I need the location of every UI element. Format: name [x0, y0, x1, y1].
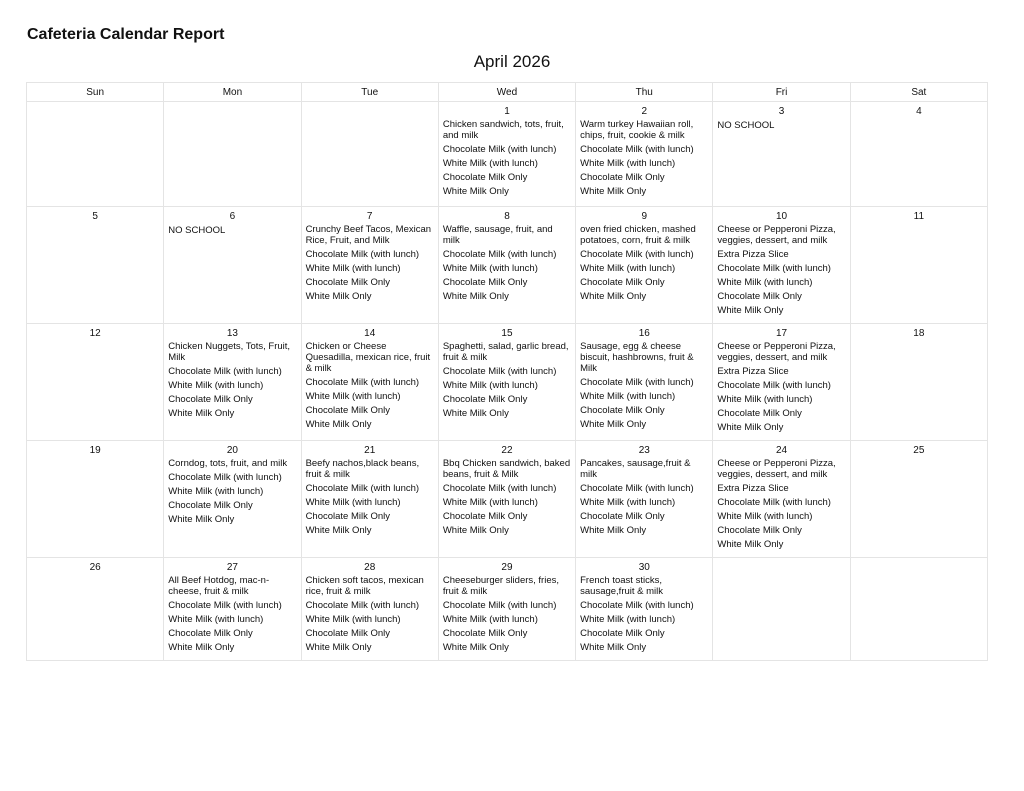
meal-description: Bbq Chicken sandwich, baked beans, fruit & Milk — [442, 458, 571, 480]
weekday-header: Tue — [301, 83, 438, 102]
calendar-day-cell — [301, 102, 438, 207]
menu-entry: White Milk Only — [580, 291, 647, 302]
menu-entry: Chocolate Milk (with lunch) — [580, 600, 694, 611]
meal-description: Chicken or Cheese Quesadilla, mexican rice, fruit & milk — [305, 341, 431, 374]
day-number: 12 — [89, 328, 101, 339]
menu-entry: Chocolate Milk Only — [305, 628, 391, 639]
day-number: 22 — [501, 445, 513, 456]
calendar-day-cell — [301, 558, 438, 661]
calendar-week-row — [27, 324, 988, 441]
menu-entry: Chocolate Milk (with lunch) — [168, 472, 282, 483]
menu-entry: White Milk Only — [717, 422, 784, 433]
menu-entry: White Milk (with lunch) — [305, 614, 401, 625]
day-number: 18 — [913, 328, 925, 339]
menu-entry: White Milk (with lunch) — [580, 497, 676, 508]
day-number: 24 — [775, 445, 788, 456]
day-number: 26 — [89, 562, 101, 573]
calendar-day-cell — [713, 102, 850, 207]
menu-entry: White Milk Only — [442, 525, 509, 536]
menu-entry: Extra Pizza Slice — [717, 483, 789, 494]
meal-description: Cheese or Pepperoni Pizza, veggies, dessert, and milk — [717, 458, 836, 480]
calendar-day-cell — [713, 207, 850, 324]
menu-entry: Chocolate Milk Only — [442, 172, 528, 183]
day-number: 8 — [504, 211, 510, 222]
menu-entry: White Milk Only — [717, 305, 784, 316]
menu-entry: White Milk Only — [168, 514, 235, 525]
menu-entry: White Milk (with lunch) — [168, 486, 264, 497]
meal-description: All Beef Hotdog, mac-n-cheese, fruit & milk — [168, 575, 270, 597]
calendar-day-cell — [438, 441, 575, 558]
menu-entry: White Milk Only — [305, 642, 372, 653]
menu-entry: White Milk (with lunch) — [580, 263, 676, 274]
meal-description: Spaghetti, salad, garlic bread, fruit & milk — [442, 341, 569, 363]
day-number: 2 — [641, 106, 648, 117]
day-number: 3 — [778, 106, 785, 117]
calendar-day-cell — [438, 324, 575, 441]
day-number: 13 — [226, 328, 238, 339]
calendar-grid — [26, 82, 988, 661]
menu-entry: White Milk (with lunch) — [580, 158, 676, 169]
day-number: 17 — [775, 328, 788, 339]
weekday-header: Thu — [576, 83, 713, 102]
menu-entry: Chocolate Milk Only — [580, 511, 665, 522]
menu-entry: Chocolate Milk (with lunch) — [580, 144, 694, 155]
month-title: April 2026 — [473, 52, 551, 71]
menu-entry: White Milk Only — [580, 419, 647, 430]
day-number: 28 — [364, 562, 376, 573]
weekday-header: Wed — [438, 83, 575, 102]
calendar-day-cell — [850, 207, 987, 324]
menu-entry: Chocolate Milk (with lunch) — [305, 377, 420, 388]
day-number: 6 — [229, 211, 236, 222]
calendar-day-cell — [27, 441, 164, 558]
menu-entry: Extra Pizza Slice — [717, 366, 789, 377]
calendar-day-cell — [850, 102, 987, 207]
menu-entry: White Milk (with lunch) — [580, 391, 676, 402]
menu-entry: White Milk Only — [580, 642, 647, 653]
calendar-day-cell — [164, 558, 301, 661]
calendar-day-cell — [301, 207, 438, 324]
menu-entry: Chocolate Milk (with lunch) — [442, 144, 557, 155]
meal-description: Chicken sandwich, tots, fruit, and milk — [442, 119, 564, 141]
menu-entry: White Milk Only — [168, 642, 235, 653]
calendar-day-cell — [576, 558, 713, 661]
meal-description: French toast sticks, sausage,fruit & milk — [580, 575, 664, 597]
menu-entry: NO SCHOOL — [168, 225, 226, 236]
calendar-day-cell — [27, 558, 164, 661]
menu-entry: White Milk Only — [442, 291, 509, 302]
menu-entry: Chocolate Milk Only — [442, 394, 528, 405]
menu-entry: White Milk Only — [305, 291, 372, 302]
menu-entry: White Milk (with lunch) — [305, 263, 401, 274]
menu-entry: Chocolate Milk Only — [168, 394, 253, 405]
day-number: 9 — [641, 211, 648, 222]
meal-description: Cheese or Pepperoni Pizza, veggies, dessert, and milk — [717, 224, 836, 246]
weekday-header: Fri — [713, 83, 850, 102]
menu-entry: White Milk (with lunch) — [442, 158, 538, 169]
menu-entry: Extra Pizza Slice — [717, 249, 789, 260]
day-number: 29 — [501, 562, 513, 573]
menu-entry: White Milk Only — [442, 408, 509, 419]
day-number: 19 — [89, 445, 101, 456]
day-number: 4 — [916, 106, 922, 117]
weekday-header-row — [27, 83, 988, 102]
calendar-day-cell — [438, 207, 575, 324]
calendar-day-cell — [713, 558, 850, 661]
meal-description: Beefy nachos,black beans, fruit & milk — [305, 458, 420, 480]
calendar-week-row — [27, 102, 988, 207]
calendar-day-cell — [164, 324, 301, 441]
menu-entry: Chocolate Milk Only — [305, 511, 391, 522]
calendar-day-cell — [27, 207, 164, 324]
menu-entry: White Milk (with lunch) — [305, 391, 401, 402]
weekday-header: Sun — [27, 83, 164, 102]
menu-entry: Chocolate Milk (with lunch) — [442, 249, 557, 260]
menu-entry: Chocolate Milk Only — [580, 628, 665, 639]
menu-entry: White Milk (with lunch) — [442, 614, 538, 625]
menu-entry: Chocolate Milk (with lunch) — [442, 366, 557, 377]
day-number: 14 — [364, 328, 376, 339]
menu-entry: Chocolate Milk (with lunch) — [580, 483, 694, 494]
weekday-header: Mon — [164, 83, 301, 102]
menu-entry: White Milk (with lunch) — [442, 497, 538, 508]
menu-entry: White Milk Only — [580, 186, 647, 197]
menu-entry: Chocolate Milk Only — [717, 525, 802, 536]
menu-entry: White Milk (with lunch) — [717, 394, 813, 405]
day-number: 1 — [504, 106, 510, 117]
day-number: 7 — [366, 211, 373, 222]
menu-entry: White Milk (with lunch) — [168, 614, 264, 625]
meal-description: Warm turkey Hawaiian roll, chips, fruit, cookie & milk — [580, 119, 694, 141]
day-number: 27 — [226, 562, 238, 573]
menu-entry: White Milk (with lunch) — [305, 497, 401, 508]
menu-entry: Chocolate Milk (with lunch) — [168, 600, 282, 611]
calendar-day-cell — [27, 102, 164, 207]
meal-description: Corndog, tots, fruit, and milk — [168, 458, 288, 469]
day-number: 25 — [913, 445, 925, 456]
meal-description: Chicken soft tacos, mexican rice, fruit & milk — [305, 575, 424, 597]
calendar-week-row — [27, 207, 988, 324]
menu-entry: Chocolate Milk Only — [168, 628, 253, 639]
calendar-day-cell — [164, 441, 301, 558]
menu-entry: Chocolate Milk Only — [442, 628, 528, 639]
menu-entry: Chocolate Milk Only — [717, 408, 802, 419]
day-number: 16 — [638, 328, 650, 339]
meal-description: Sausage, egg & cheese biscuit, hashbrowns, fruit & Milk — [580, 341, 694, 374]
meal-description: Pancakes, sausage,fruit & milk — [580, 458, 691, 480]
calendar-day-cell — [576, 207, 713, 324]
calendar-day-cell — [576, 102, 713, 207]
menu-entry: White Milk Only — [305, 419, 372, 430]
menu-entry: White Milk (with lunch) — [442, 263, 538, 274]
menu-entry: White Milk Only — [305, 525, 372, 536]
calendar-day-cell — [438, 102, 575, 207]
menu-entry: Chocolate Milk (with lunch) — [305, 600, 420, 611]
menu-entry: Chocolate Milk Only — [580, 405, 665, 416]
menu-entry: White Milk (with lunch) — [717, 277, 813, 288]
menu-entry: Chocolate Milk Only — [442, 511, 528, 522]
menu-entry: Chocolate Milk (with lunch) — [442, 600, 557, 611]
meal-description: Chicken Nuggets, Tots, Fruit, Milk — [168, 341, 291, 363]
menu-entry: White Milk Only — [168, 408, 235, 419]
menu-entry: NO SCHOOL — [717, 120, 775, 131]
day-number: 11 — [913, 211, 925, 222]
menu-entry: Chocolate Milk Only — [305, 277, 391, 288]
day-number: 21 — [364, 445, 376, 456]
menu-entry: Chocolate Milk Only — [580, 172, 665, 183]
menu-entry: White Milk Only — [580, 525, 647, 536]
menu-entry: White Milk (with lunch) — [168, 380, 264, 391]
day-number: 10 — [775, 211, 788, 222]
menu-entry: Chocolate Milk Only — [717, 291, 802, 302]
menu-entry: Chocolate Milk (with lunch) — [717, 497, 831, 508]
calendar-day-cell — [301, 324, 438, 441]
meal-description: oven fried chicken, mashed potatoes, corn, fruit & milk — [580, 224, 696, 246]
day-number: 30 — [638, 562, 650, 573]
calendar-week-row — [27, 441, 988, 558]
meal-description: Cheese or Pepperoni Pizza, veggies, dessert, and milk — [717, 341, 836, 363]
menu-entry: White Milk (with lunch) — [580, 614, 676, 625]
calendar-day-cell — [576, 324, 713, 441]
menu-entry: Chocolate Milk (with lunch) — [442, 483, 557, 494]
menu-entry: Chocolate Milk (with lunch) — [717, 263, 831, 274]
menu-entry: Chocolate Milk Only — [580, 277, 665, 288]
day-number: 23 — [638, 445, 650, 456]
menu-entry: Chocolate Milk Only — [305, 405, 391, 416]
day-number: 15 — [501, 328, 513, 339]
calendar-day-cell — [576, 441, 713, 558]
calendar-day-cell — [164, 102, 301, 207]
menu-entry: Chocolate Milk Only — [168, 500, 253, 511]
calendar-day-cell — [27, 324, 164, 441]
menu-entry: White Milk Only — [717, 539, 784, 550]
meal-description: Waffle, sausage, fruit, and milk — [442, 224, 553, 246]
calendar-day-cell — [850, 558, 987, 661]
menu-entry: White Milk Only — [442, 186, 509, 197]
menu-entry: White Milk (with lunch) — [442, 380, 538, 391]
menu-entry: Chocolate Milk (with lunch) — [580, 249, 694, 260]
menu-entry: Chocolate Milk (with lunch) — [168, 366, 282, 377]
menu-entry: Chocolate Milk (with lunch) — [580, 377, 694, 388]
menu-entry: Chocolate Milk Only — [442, 277, 528, 288]
menu-entry: White Milk (with lunch) — [717, 511, 813, 522]
calendar-day-cell — [164, 207, 301, 324]
day-number: 20 — [226, 445, 238, 456]
calendar-day-cell — [301, 441, 438, 558]
meal-description: Crunchy Beef Tacos, Mexican Rice, Fruit, and Milk — [305, 224, 432, 246]
day-number: 5 — [92, 211, 98, 222]
calendar-day-cell — [713, 441, 850, 558]
menu-entry: Chocolate Milk (with lunch) — [305, 249, 420, 260]
menu-entry: Chocolate Milk (with lunch) — [717, 380, 831, 391]
report-title: Cafeteria Calendar Report — [27, 26, 225, 43]
weekday-header: Sat — [850, 83, 987, 102]
calendar-day-cell — [438, 558, 575, 661]
menu-entry: White Milk Only — [442, 642, 509, 653]
calendar-day-cell — [850, 441, 987, 558]
menu-entry: Chocolate Milk (with lunch) — [305, 483, 420, 494]
calendar-day-cell — [850, 324, 987, 441]
calendar-day-cell — [713, 324, 850, 441]
calendar-week-row — [27, 558, 988, 661]
meal-description: Cheeseburger sliders, fries, fruit & milk — [442, 575, 560, 597]
